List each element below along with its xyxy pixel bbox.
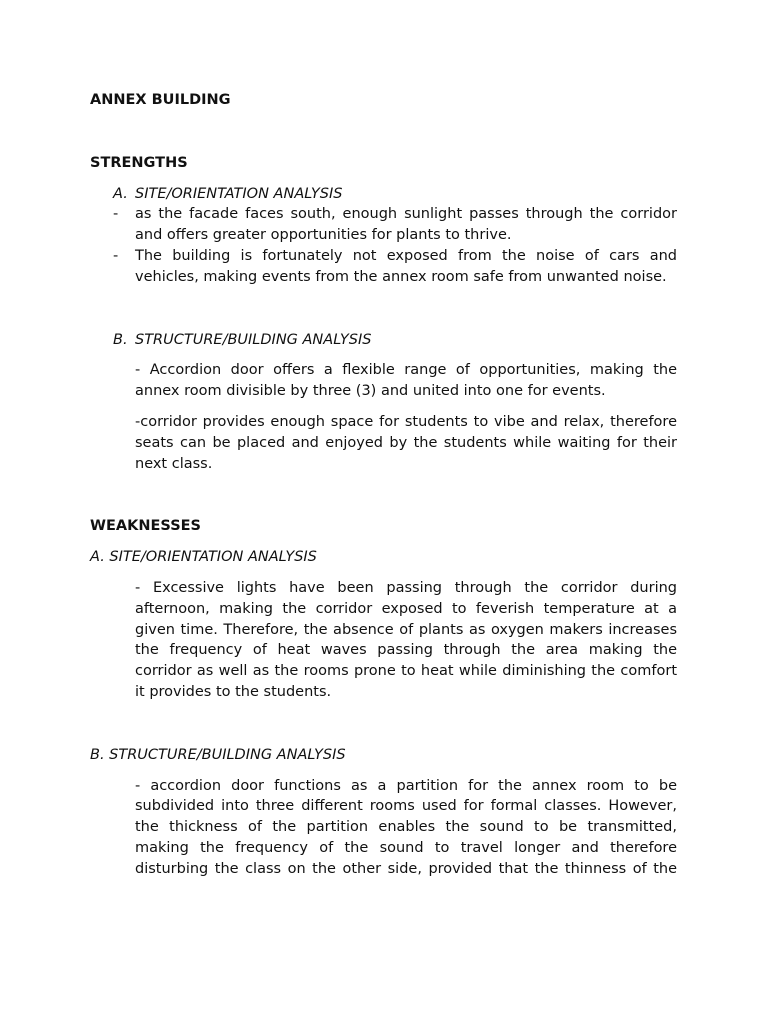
strengths-site-title: SITE/ORIENTATION ANALYSIS [135,185,343,202]
strengths-site-bullet-2-text: The building is fortunately not exposed from the noise of cars and vehicles, making events from the annex room safe from unwanted noise. [135,247,677,285]
weaknesses-site-paragraph: - Excessive lights have been passing through the corridor during afternoon, making the corridor exposed to feverish temperature at a given time. Therefore, the absence of plants as oxygen makers increases the frequency of heat waves passing through the area making the corridor as well as the rooms prone to heat while diminishing the comfort it provides to the students. [135,579,677,700]
weaknesses-structure-paragraph: - accordion door functions as a partition for the annex room to be subdivided into three different rooms used for formal classes. However, the thickness of the partition enables the sound to be transmitted, making the frequency of the sound to travel longer and therefore disturbing the class on the other side, provided that the thinness of the [135,777,677,877]
document-page [90,90,677,880]
strengths-structure-paragraph-1: - Accordion door offers a flexible range of opportunities, making the annex room divisible by three (3) and united into one for events. [135,362,677,400]
strengths-structure-paragraph-2: -corridor provides enough space for students to vibe and relax, therefore seats can be placed and enjoyed by the students while waiting for their next class. [135,413,677,472]
strengths-heading: STRENGTHS [90,154,188,171]
weaknesses-heading: WEAKNESSES [90,518,201,535]
strengths-site-bullet-1-text: as the facade faces south, enough sunlight passes through the corridor and offers greater opportunities for plants to thrive. [135,206,677,244]
weaknesses-site-subheading: A. SITE/ORIENTATION ANALYSIS [90,549,317,566]
strengths-site-bullet-1 [113,204,677,246]
strengths-structure-subheading [113,330,677,351]
bullet-dash: - [113,247,119,264]
document-title: ANNEX BUILDING [90,92,231,108]
bullet-dash: - [113,206,119,223]
strengths-site-bullet-2 [113,246,677,288]
weaknesses-structure-subheading: B. STRUCTURE/BUILDING ANALYSIS [90,746,346,763]
strengths-structure-letter: B. [113,331,128,348]
strengths-structure-title: STRUCTURE/BUILDING ANALYSIS [135,331,372,348]
strengths-site-subheading [113,184,677,205]
strengths-site-letter: A. [113,185,128,202]
